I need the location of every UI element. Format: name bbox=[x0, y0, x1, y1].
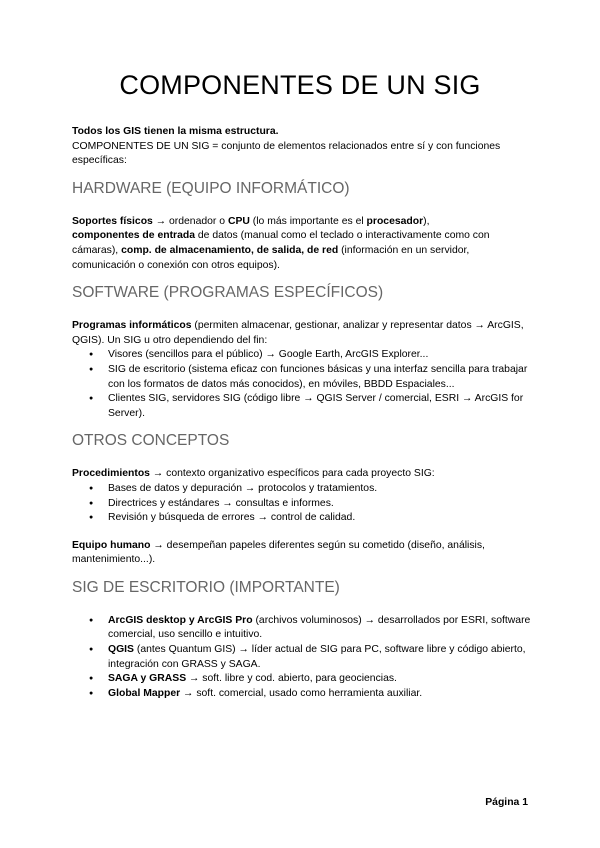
list-item: ● SIG de escritorio (sistema eficaz con funciones básicas y una interfaz sencilla para trabajar con los formatos de datos más conocidos), en móviles, BBDD Espaciales... bbox=[72, 363, 534, 392]
software-heading: SOFTWARE (PROGRAMAS ESPECÍFICOS) bbox=[72, 284, 384, 302]
list-item: ● Bases de datos y depuración → protocolos y tratamientos. bbox=[72, 482, 534, 497]
list-item: ● Visores (sencillos para el público) → Google Earth, ArcGIS Explorer... bbox=[72, 348, 534, 363]
procedimientos-list bbox=[72, 482, 534, 526]
hardware-heading: HARDWARE (EQUIPO INFORMÁTICO) bbox=[72, 179, 350, 197]
hw-bold-1: Soportes físicos bbox=[72, 215, 153, 227]
hw-text-5: (información en un servidor, comunicación o conexión con otros equipos). bbox=[72, 244, 470, 271]
list-item bbox=[72, 614, 534, 643]
sw-text-1: (permiten almacenar, gestionar, analizar y representar datos → ArcGIS, QGIS). Un SIG u otro dependiendo del fin: bbox=[72, 320, 524, 346]
hw-text-4: de datos (manual como el teclado o interactivamente como con cámaras), bbox=[72, 230, 490, 256]
intro-line: COMPONENTES DE UN SIG = conjunto de elementos relacionados entre sí y con funciones específicas: bbox=[72, 140, 501, 167]
otros-bold-1: Procedimientos bbox=[72, 468, 150, 480]
esc-text-0: (archivos voluminosos) → desarrollados por ESRI, software comercial, uso sencillo e intuitivo. bbox=[108, 614, 531, 641]
equipo-humano-paragraph bbox=[72, 539, 534, 568]
sw-bold-1: Programas informáticos bbox=[72, 320, 192, 332]
hw-text-3: ), bbox=[423, 215, 430, 227]
software-paragraph bbox=[72, 319, 534, 348]
hw-bold-4: componentes de entrada bbox=[72, 230, 195, 242]
intro-bold-text: Todos los GIS tienen la misma estructura. bbox=[72, 126, 279, 137]
esc-bold-1: QGIS bbox=[108, 644, 134, 656]
hw-text-2: (lo más importante es el bbox=[249, 215, 367, 227]
escritorio-heading: SIG DE ESCRITORIO (IMPORTANTE) bbox=[72, 578, 340, 596]
esc-text-3: → soft. comercial, usado como herramienta auxiliar. bbox=[180, 687, 423, 699]
software-list bbox=[72, 348, 534, 421]
esc-text-2: → soft. libre y cod. abierto, para geociencias. bbox=[186, 673, 397, 685]
otros-bold-2: Equipo humano bbox=[72, 539, 151, 551]
esc-bold-2: SAGA y GRASS bbox=[108, 673, 187, 685]
otros-heading: OTROS CONCEPTOS bbox=[72, 432, 230, 450]
list-item bbox=[72, 672, 534, 687]
procedimientos-paragraph bbox=[72, 467, 534, 482]
hw-text-1: → ordenador o bbox=[152, 215, 228, 227]
list-item bbox=[72, 687, 534, 702]
list-item bbox=[72, 643, 534, 672]
otros-text-1: → contexto organizativo específicos para cada proyecto SIG: bbox=[149, 468, 435, 480]
document-body bbox=[72, 125, 534, 701]
list-item: ● Revisión y búsqueda de errores → control de calidad. bbox=[72, 511, 534, 526]
otros-text-2: → desempeñan papeles diferentes según su cometido (diseño, análisis, mantenimiento...). bbox=[72, 539, 485, 566]
list-item: ● Clientes SIG, servidores SIG (código libre → QGIS Server / comercial, ESRI → ArcGIS for Server). bbox=[72, 392, 534, 421]
hardware-paragraph bbox=[72, 215, 534, 273]
hw-bold-2: CPU bbox=[227, 215, 250, 227]
hw-bold-5: comp. de almacenamiento, de salida, de red bbox=[121, 244, 339, 256]
page-title: COMPONENTES DE UN SIG bbox=[119, 70, 481, 100]
esc-bold-3: Global Mapper bbox=[108, 687, 181, 699]
page-number: Página 1 bbox=[485, 797, 528, 808]
esc-bold-0: ArcGIS desktop y ArcGIS Pro bbox=[108, 614, 253, 626]
intro-bold-line bbox=[72, 125, 534, 140]
hw-bold-3: procesador bbox=[366, 215, 424, 227]
escritorio-list bbox=[72, 614, 534, 702]
list-item: ● Directrices y estándares → consultas e informes. bbox=[72, 497, 534, 512]
esc-text-1: (antes Quantum GIS) → líder actual de SIG para PC, software libre y código abierto, integración con GRASS y SAGA. bbox=[108, 644, 526, 670]
